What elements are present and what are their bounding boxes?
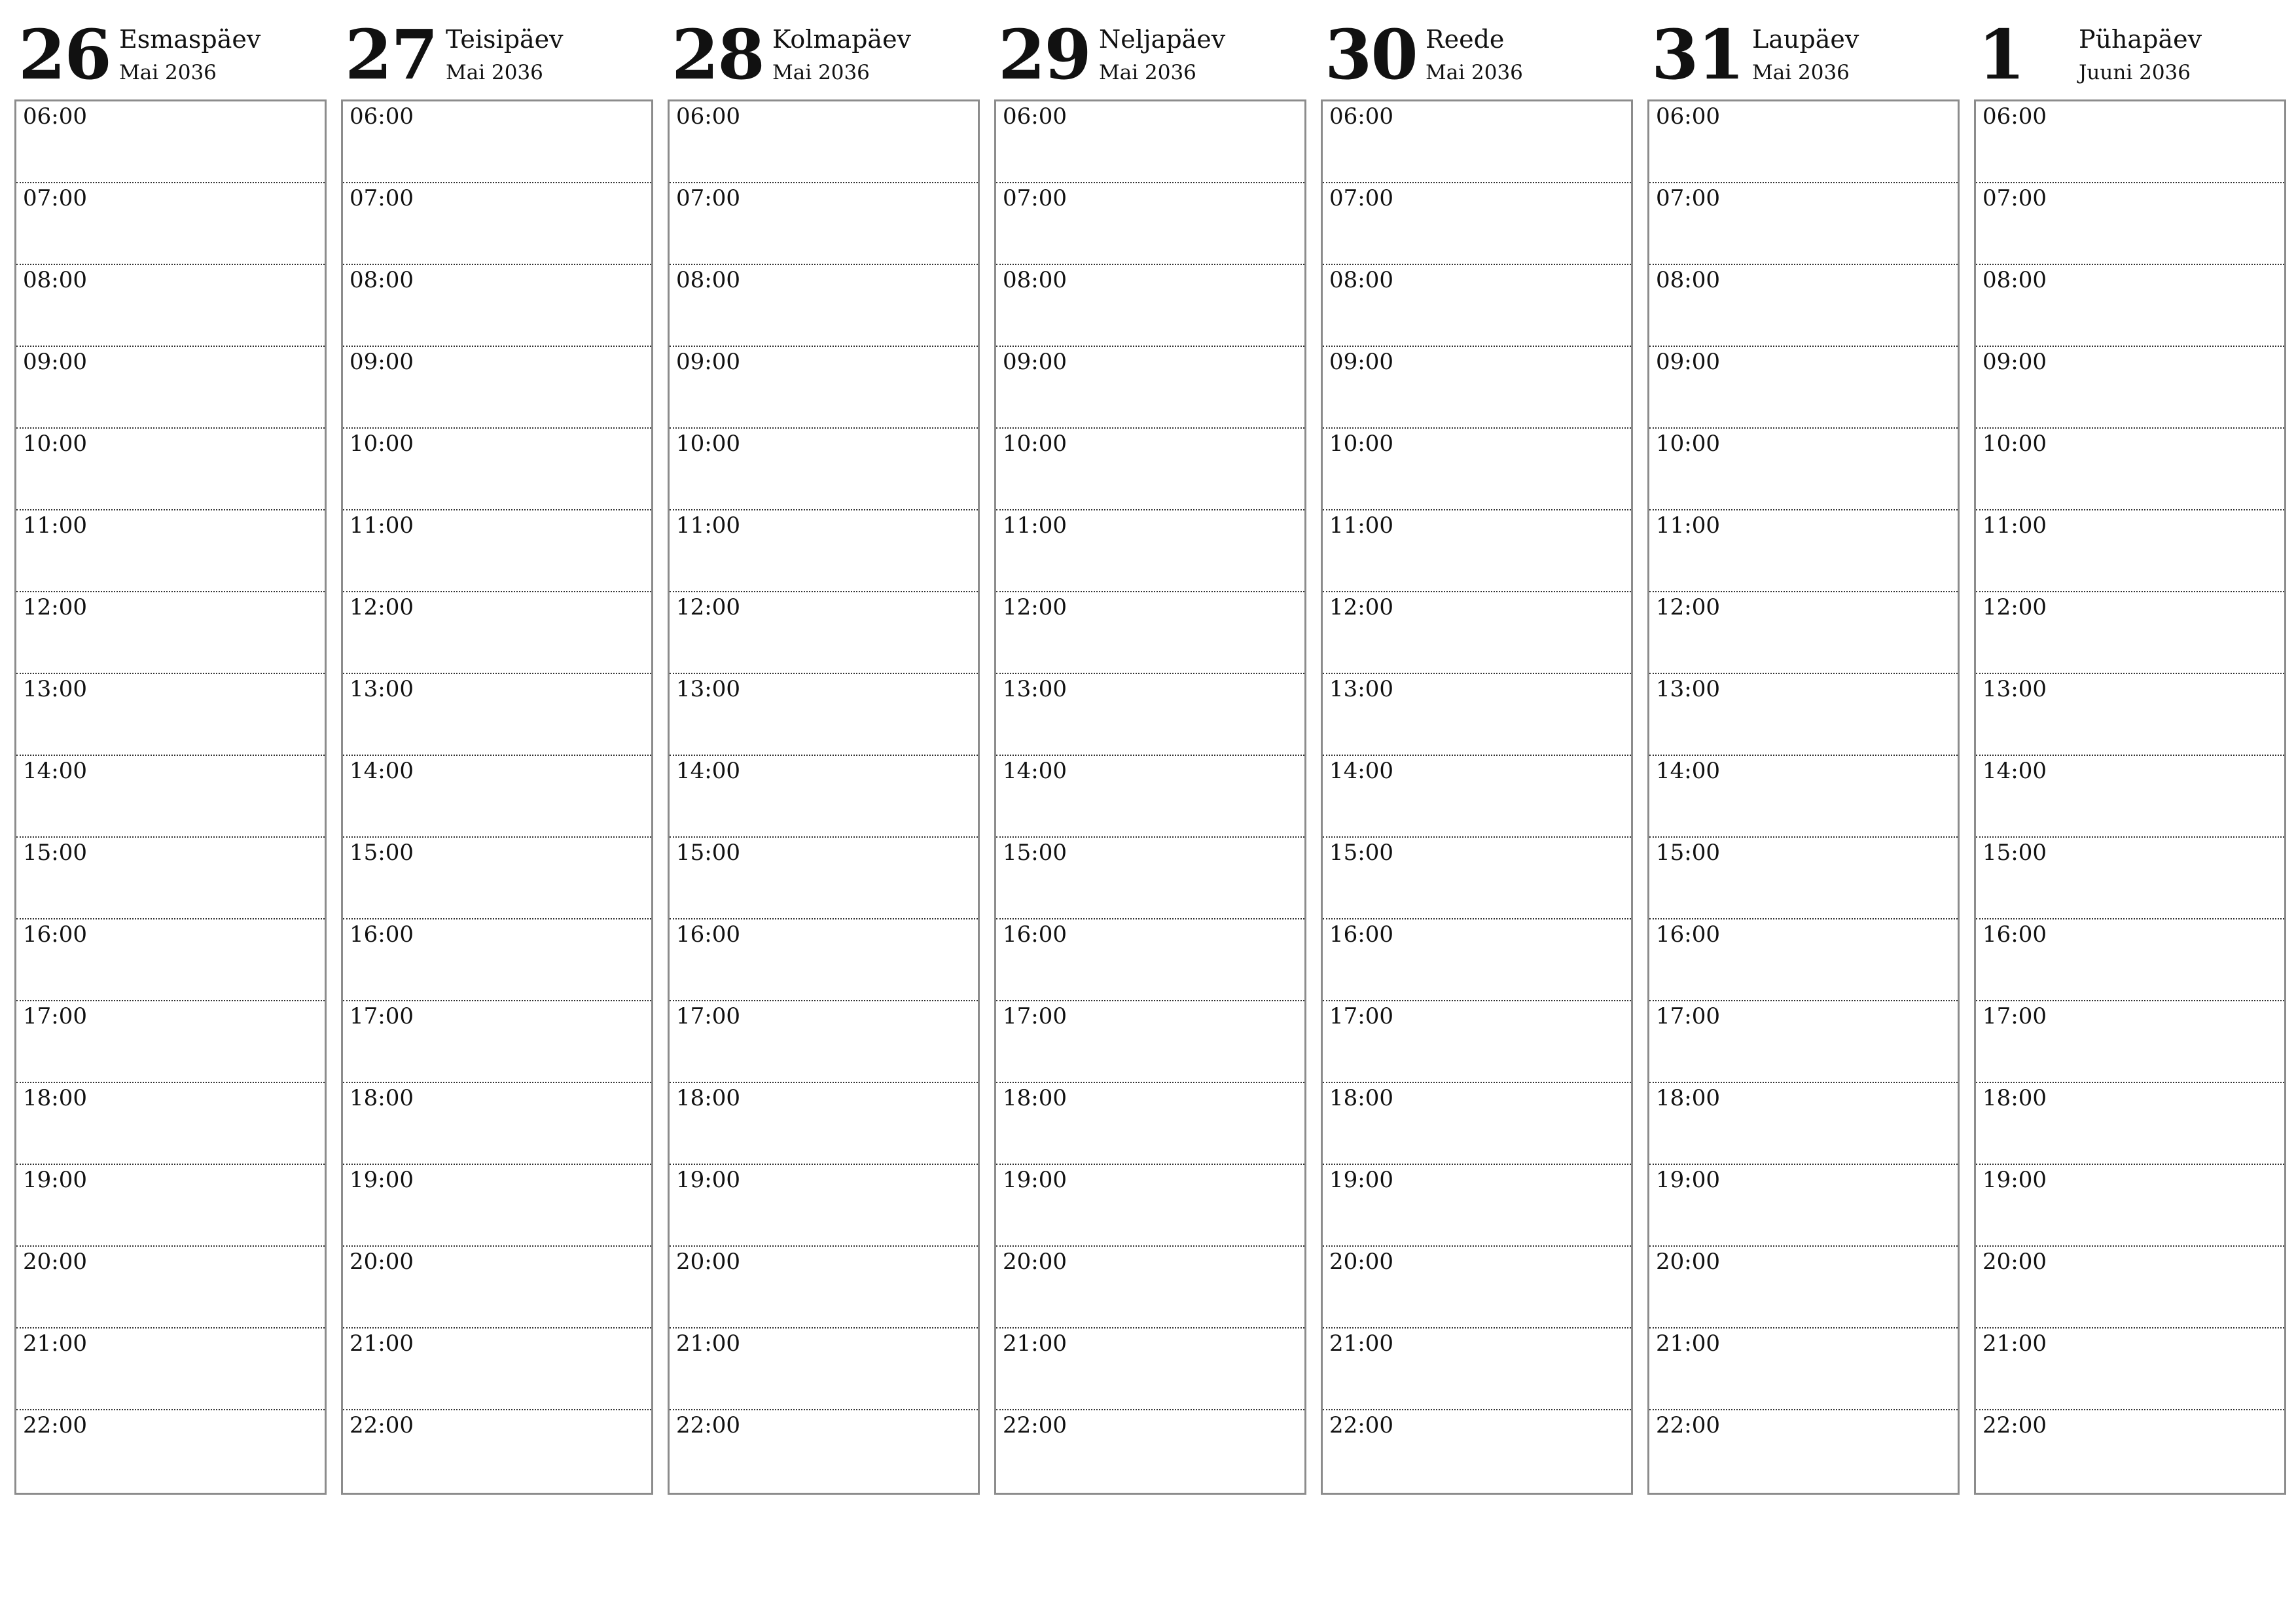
time-label: 13:00 bbox=[676, 676, 740, 702]
time-slot bbox=[343, 1410, 651, 1493]
time-label: 14:00 bbox=[676, 758, 740, 784]
time-slot bbox=[996, 1001, 1304, 1083]
time-label: 15:00 bbox=[1329, 840, 1393, 866]
time-label: 16:00 bbox=[1656, 921, 1720, 948]
time-label: 19:00 bbox=[1329, 1167, 1393, 1193]
time-label: 10:00 bbox=[350, 431, 414, 457]
day-column bbox=[1974, 0, 2286, 1495]
time-label: 10:00 bbox=[1982, 431, 2047, 457]
time-label: 09:00 bbox=[1656, 349, 1720, 375]
time-label: 12:00 bbox=[1982, 594, 2047, 620]
time-slot bbox=[670, 510, 978, 592]
time-label: 08:00 bbox=[1003, 267, 1067, 293]
day-header bbox=[341, 0, 653, 99]
day-column bbox=[994, 0, 1306, 1495]
time-slot bbox=[16, 429, 325, 510]
time-slot bbox=[670, 347, 978, 429]
time-label: 09:00 bbox=[1982, 349, 2047, 375]
day-number: 28 bbox=[672, 14, 764, 95]
time-slot bbox=[996, 1410, 1304, 1493]
time-label: 22:00 bbox=[1003, 1412, 1067, 1438]
time-slot bbox=[996, 510, 1304, 592]
time-label: 20:00 bbox=[1003, 1249, 1067, 1275]
time-slot bbox=[1323, 1001, 1631, 1083]
time-label: 16:00 bbox=[1329, 921, 1393, 948]
time-label: 06:00 bbox=[23, 103, 87, 130]
day-header bbox=[1647, 0, 1960, 99]
time-slot bbox=[1976, 265, 2284, 347]
time-label: 22:00 bbox=[676, 1412, 740, 1438]
time-label: 15:00 bbox=[350, 840, 414, 866]
day-number: 31 bbox=[1651, 14, 1744, 95]
time-label: 17:00 bbox=[1982, 1003, 2047, 1029]
time-label: 10:00 bbox=[676, 431, 740, 457]
day-number: 29 bbox=[998, 14, 1090, 95]
time-label: 21:00 bbox=[1656, 1330, 1720, 1357]
time-slot bbox=[1649, 674, 1958, 756]
time-slot bbox=[1323, 347, 1631, 429]
time-label: 13:00 bbox=[23, 676, 87, 702]
time-slot bbox=[1323, 1083, 1631, 1165]
time-slot bbox=[1649, 1329, 1958, 1410]
time-slot bbox=[1976, 429, 2284, 510]
time-slot bbox=[16, 1001, 325, 1083]
weekday-name: Esmaspäev bbox=[119, 25, 261, 54]
time-slot bbox=[1976, 1165, 2284, 1247]
time-label: 10:00 bbox=[1656, 431, 1720, 457]
time-label: 13:00 bbox=[1982, 676, 2047, 702]
time-label: 14:00 bbox=[1656, 758, 1720, 784]
time-label: 17:00 bbox=[1329, 1003, 1393, 1029]
day-header bbox=[1974, 0, 2286, 99]
time-slot bbox=[670, 1247, 978, 1329]
time-slot bbox=[343, 265, 651, 347]
day-column bbox=[341, 0, 653, 1495]
time-label: 06:00 bbox=[1982, 103, 2047, 130]
time-slot bbox=[16, 265, 325, 347]
time-label: 17:00 bbox=[23, 1003, 87, 1029]
time-slot bbox=[1976, 1329, 2284, 1410]
time-slot bbox=[1976, 592, 2284, 674]
day-column bbox=[1647, 0, 1960, 1495]
time-slot bbox=[1976, 838, 2284, 919]
time-label: 22:00 bbox=[1329, 1412, 1393, 1438]
time-label: 06:00 bbox=[350, 103, 414, 130]
time-slot bbox=[996, 1247, 1304, 1329]
time-slot bbox=[670, 1001, 978, 1083]
time-label: 10:00 bbox=[1003, 431, 1067, 457]
day-number: 26 bbox=[18, 14, 111, 95]
time-label: 06:00 bbox=[676, 103, 740, 130]
time-slot bbox=[1323, 510, 1631, 592]
time-label: 17:00 bbox=[1656, 1003, 1720, 1029]
time-slot bbox=[996, 756, 1304, 838]
time-slot bbox=[996, 1329, 1304, 1410]
time-label: 16:00 bbox=[1982, 921, 2047, 948]
time-label: 17:00 bbox=[676, 1003, 740, 1029]
time-label: 22:00 bbox=[1656, 1412, 1720, 1438]
time-label: 10:00 bbox=[23, 431, 87, 457]
time-slot bbox=[1649, 1165, 1958, 1247]
time-slot bbox=[343, 429, 651, 510]
time-slot bbox=[1649, 592, 1958, 674]
time-slot bbox=[1323, 183, 1631, 265]
time-slot bbox=[670, 1083, 978, 1165]
time-slot bbox=[670, 756, 978, 838]
time-slot bbox=[670, 429, 978, 510]
time-label: 14:00 bbox=[1003, 758, 1067, 784]
day-column bbox=[668, 0, 980, 1495]
time-label: 10:00 bbox=[1329, 431, 1393, 457]
day-number: 30 bbox=[1325, 14, 1417, 95]
time-slot bbox=[996, 183, 1304, 265]
time-label: 12:00 bbox=[1003, 594, 1067, 620]
time-label: 08:00 bbox=[350, 267, 414, 293]
weekday-name: Pühapäev bbox=[2079, 25, 2202, 54]
time-label: 11:00 bbox=[1656, 512, 1720, 539]
time-label: 17:00 bbox=[1003, 1003, 1067, 1029]
time-label: 09:00 bbox=[676, 349, 740, 375]
time-slot bbox=[343, 919, 651, 1001]
time-label: 12:00 bbox=[23, 594, 87, 620]
time-slot bbox=[670, 1165, 978, 1247]
time-slot bbox=[1649, 1247, 1958, 1329]
time-label: 13:00 bbox=[350, 676, 414, 702]
time-label: 22:00 bbox=[23, 1412, 87, 1438]
time-label: 19:00 bbox=[676, 1167, 740, 1193]
time-label: 09:00 bbox=[1329, 349, 1393, 375]
time-slot bbox=[1976, 1247, 2284, 1329]
time-slot bbox=[1976, 347, 2284, 429]
time-label: 18:00 bbox=[350, 1085, 414, 1111]
time-slot bbox=[1323, 919, 1631, 1001]
time-slot bbox=[16, 1329, 325, 1410]
time-label: 20:00 bbox=[676, 1249, 740, 1275]
time-slot bbox=[1649, 183, 1958, 265]
time-label: 15:00 bbox=[1982, 840, 2047, 866]
time-label: 16:00 bbox=[1003, 921, 1067, 948]
time-label: 12:00 bbox=[1329, 594, 1393, 620]
time-slot bbox=[1649, 756, 1958, 838]
time-label: 18:00 bbox=[1982, 1085, 2047, 1111]
time-slot bbox=[1976, 101, 2284, 183]
day-header bbox=[994, 0, 1306, 99]
time-slot bbox=[343, 1083, 651, 1165]
time-slot bbox=[1323, 265, 1631, 347]
time-label: 08:00 bbox=[676, 267, 740, 293]
time-label: 20:00 bbox=[1982, 1249, 2047, 1275]
time-label: 08:00 bbox=[1329, 267, 1393, 293]
time-slot bbox=[343, 101, 651, 183]
day-column bbox=[14, 0, 327, 1495]
time-label: 13:00 bbox=[1003, 676, 1067, 702]
time-slot bbox=[16, 1247, 325, 1329]
time-slot bbox=[1649, 1001, 1958, 1083]
time-label: 11:00 bbox=[350, 512, 414, 539]
time-slot bbox=[1649, 838, 1958, 919]
time-label: 19:00 bbox=[350, 1167, 414, 1193]
time-slot bbox=[670, 838, 978, 919]
time-slot bbox=[1323, 1329, 1631, 1410]
time-slot bbox=[670, 919, 978, 1001]
time-label: 08:00 bbox=[1982, 267, 2047, 293]
time-slot bbox=[1976, 1001, 2284, 1083]
time-label: 12:00 bbox=[350, 594, 414, 620]
time-label: 20:00 bbox=[350, 1249, 414, 1275]
time-slot bbox=[16, 510, 325, 592]
time-slot bbox=[16, 592, 325, 674]
time-slot bbox=[1976, 919, 2284, 1001]
time-label: 14:00 bbox=[1982, 758, 2047, 784]
time-label: 11:00 bbox=[676, 512, 740, 539]
time-label: 19:00 bbox=[1656, 1167, 1720, 1193]
time-label: 20:00 bbox=[1656, 1249, 1720, 1275]
time-slot bbox=[996, 429, 1304, 510]
time-label: 11:00 bbox=[1003, 512, 1067, 539]
time-slot bbox=[343, 592, 651, 674]
time-label: 09:00 bbox=[23, 349, 87, 375]
day-header bbox=[1321, 0, 1633, 99]
time-label: 16:00 bbox=[350, 921, 414, 948]
time-slot bbox=[16, 101, 325, 183]
time-label: 18:00 bbox=[23, 1085, 87, 1111]
time-label: 07:00 bbox=[1982, 185, 2047, 211]
time-label: 13:00 bbox=[1329, 676, 1393, 702]
time-label: 16:00 bbox=[676, 921, 740, 948]
time-label: 09:00 bbox=[350, 349, 414, 375]
day-number: 1 bbox=[1978, 14, 2024, 95]
weekly-planner-page bbox=[14, 0, 2289, 1623]
time-slot bbox=[343, 674, 651, 756]
time-label: 14:00 bbox=[23, 758, 87, 784]
time-slot bbox=[1323, 592, 1631, 674]
time-label: 06:00 bbox=[1656, 103, 1720, 130]
time-slot bbox=[1976, 1410, 2284, 1493]
time-slot bbox=[1649, 919, 1958, 1001]
time-label: 07:00 bbox=[350, 185, 414, 211]
time-label: 07:00 bbox=[1656, 185, 1720, 211]
time-slot bbox=[996, 919, 1304, 1001]
time-label: 21:00 bbox=[676, 1330, 740, 1357]
time-label: 18:00 bbox=[1003, 1085, 1067, 1111]
time-slot bbox=[343, 838, 651, 919]
time-slot bbox=[1976, 756, 2284, 838]
month-year-label: Mai 2036 bbox=[119, 61, 217, 84]
time-slot bbox=[670, 183, 978, 265]
time-slot bbox=[1323, 429, 1631, 510]
time-slot bbox=[1649, 265, 1958, 347]
time-slot bbox=[16, 183, 325, 265]
time-label: 11:00 bbox=[1982, 512, 2047, 539]
time-label: 09:00 bbox=[1003, 349, 1067, 375]
time-label: 07:00 bbox=[1003, 185, 1067, 211]
time-label: 21:00 bbox=[350, 1330, 414, 1357]
time-label: 19:00 bbox=[1003, 1167, 1067, 1193]
month-year-label: Mai 2036 bbox=[1426, 61, 1523, 84]
time-label: 13:00 bbox=[1656, 676, 1720, 702]
time-slot bbox=[343, 756, 651, 838]
time-slot bbox=[16, 347, 325, 429]
time-label: 08:00 bbox=[1656, 267, 1720, 293]
time-label: 15:00 bbox=[1003, 840, 1067, 866]
time-label: 19:00 bbox=[23, 1167, 87, 1193]
time-slot bbox=[1649, 1410, 1958, 1493]
time-label: 21:00 bbox=[1003, 1330, 1067, 1357]
time-slot bbox=[343, 510, 651, 592]
time-label: 15:00 bbox=[23, 840, 87, 866]
time-slot bbox=[343, 183, 651, 265]
weekday-name: Laupäev bbox=[1752, 25, 1859, 54]
time-label: 19:00 bbox=[1982, 1167, 2047, 1193]
time-slot bbox=[670, 674, 978, 756]
time-slot bbox=[343, 1247, 651, 1329]
time-slot-grid bbox=[994, 99, 1306, 1495]
time-slot bbox=[16, 919, 325, 1001]
time-slot-grid bbox=[14, 99, 327, 1495]
time-slot bbox=[1323, 756, 1631, 838]
time-slot bbox=[343, 1165, 651, 1247]
time-slot bbox=[16, 1410, 325, 1493]
time-slot bbox=[670, 265, 978, 347]
time-slot-grid bbox=[668, 99, 980, 1495]
time-label: 15:00 bbox=[1656, 840, 1720, 866]
time-slot bbox=[343, 347, 651, 429]
weekday-name: Reede bbox=[1426, 25, 1505, 54]
time-slot bbox=[996, 101, 1304, 183]
time-slot bbox=[996, 1165, 1304, 1247]
time-label: 12:00 bbox=[1656, 594, 1720, 620]
time-label: 12:00 bbox=[676, 594, 740, 620]
time-slot bbox=[1976, 1083, 2284, 1165]
time-slot bbox=[1323, 1410, 1631, 1493]
time-slot bbox=[16, 1083, 325, 1165]
time-slot-grid bbox=[1974, 99, 2286, 1495]
time-slot bbox=[1323, 101, 1631, 183]
week-columns bbox=[14, 0, 2289, 1495]
time-slot bbox=[16, 1165, 325, 1247]
weekday-name: Kolmapäev bbox=[772, 25, 912, 54]
time-label: 21:00 bbox=[1329, 1330, 1393, 1357]
time-label: 20:00 bbox=[23, 1249, 87, 1275]
time-slot bbox=[996, 838, 1304, 919]
time-slot bbox=[1323, 674, 1631, 756]
time-label: 16:00 bbox=[23, 921, 87, 948]
day-number: 27 bbox=[345, 14, 437, 95]
time-slot bbox=[670, 101, 978, 183]
time-slot bbox=[343, 1001, 651, 1083]
time-slot bbox=[670, 1329, 978, 1410]
time-slot bbox=[670, 1410, 978, 1493]
time-slot bbox=[16, 756, 325, 838]
day-header bbox=[14, 0, 327, 99]
month-year-label: Mai 2036 bbox=[1752, 61, 1850, 84]
time-slot bbox=[16, 674, 325, 756]
time-label: 08:00 bbox=[23, 267, 87, 293]
time-label: 06:00 bbox=[1003, 103, 1067, 130]
time-label: 15:00 bbox=[676, 840, 740, 866]
time-label: 14:00 bbox=[1329, 758, 1393, 784]
day-header bbox=[668, 0, 980, 99]
time-label: 07:00 bbox=[23, 185, 87, 211]
time-label: 11:00 bbox=[23, 512, 87, 539]
time-slot-grid bbox=[1321, 99, 1633, 1495]
time-label: 18:00 bbox=[1656, 1085, 1720, 1111]
time-label: 07:00 bbox=[676, 185, 740, 211]
time-slot bbox=[996, 592, 1304, 674]
time-slot bbox=[16, 838, 325, 919]
time-slot bbox=[1976, 183, 2284, 265]
time-slot bbox=[1976, 510, 2284, 592]
time-slot bbox=[1649, 1083, 1958, 1165]
day-column bbox=[1321, 0, 1633, 1495]
time-label: 11:00 bbox=[1329, 512, 1393, 539]
time-label: 18:00 bbox=[1329, 1085, 1393, 1111]
time-slot bbox=[1976, 674, 2284, 756]
month-year-label: Mai 2036 bbox=[446, 61, 543, 84]
time-label: 21:00 bbox=[1982, 1330, 2047, 1357]
time-label: 07:00 bbox=[1329, 185, 1393, 211]
time-slot bbox=[670, 592, 978, 674]
time-slot bbox=[1323, 1165, 1631, 1247]
time-label: 18:00 bbox=[676, 1085, 740, 1111]
time-slot bbox=[1323, 838, 1631, 919]
weekday-name: Teisipäev bbox=[446, 25, 564, 54]
time-slot bbox=[996, 347, 1304, 429]
time-label: 22:00 bbox=[1982, 1412, 2047, 1438]
time-slot bbox=[1649, 429, 1958, 510]
time-slot bbox=[996, 674, 1304, 756]
time-slot bbox=[1323, 1247, 1631, 1329]
time-slot bbox=[343, 1329, 651, 1410]
time-slot-grid bbox=[341, 99, 653, 1495]
time-label: 14:00 bbox=[350, 758, 414, 784]
time-slot bbox=[996, 1083, 1304, 1165]
time-label: 06:00 bbox=[1329, 103, 1393, 130]
month-year-label: Juuni 2036 bbox=[2079, 61, 2191, 84]
time-label: 22:00 bbox=[350, 1412, 414, 1438]
time-slot bbox=[996, 265, 1304, 347]
month-year-label: Mai 2036 bbox=[1099, 61, 1196, 84]
time-label: 17:00 bbox=[350, 1003, 414, 1029]
time-label: 20:00 bbox=[1329, 1249, 1393, 1275]
time-label: 21:00 bbox=[23, 1330, 87, 1357]
weekday-name: Neljapäev bbox=[1099, 25, 1226, 54]
month-year-label: Mai 2036 bbox=[772, 61, 870, 84]
time-slot-grid bbox=[1647, 99, 1960, 1495]
time-slot bbox=[1649, 347, 1958, 429]
time-slot bbox=[1649, 510, 1958, 592]
time-slot bbox=[1649, 101, 1958, 183]
